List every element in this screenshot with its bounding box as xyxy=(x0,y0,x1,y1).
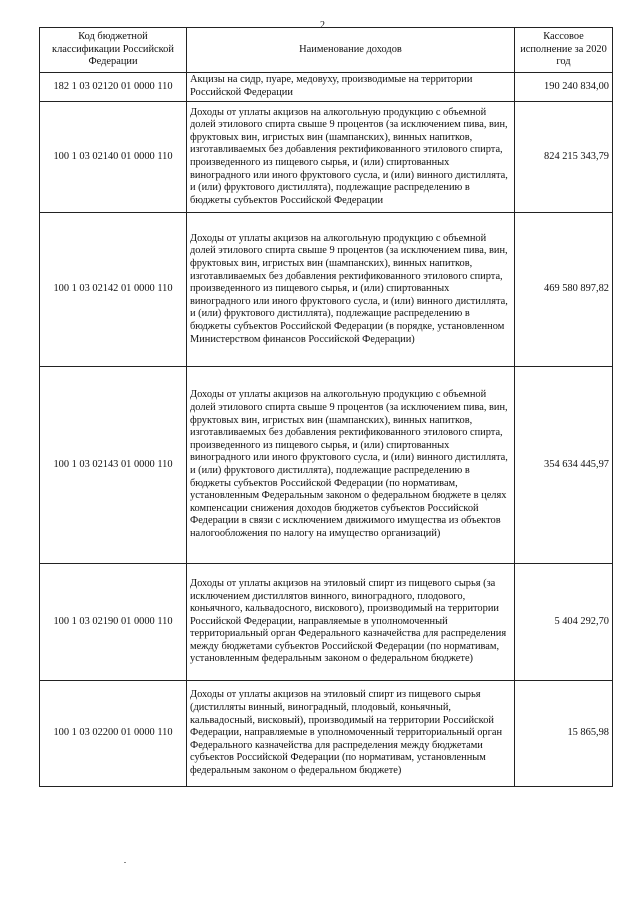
row-code: 100 1 03 02142 01 0000 110 xyxy=(40,213,187,367)
table-row xyxy=(40,367,613,564)
page-number: 2 xyxy=(320,20,325,31)
row-name: Доходы от уплаты акцизов на алкогольную продукцию с объемной долей этилового спирта свыше 9 процентов (за исключением пива, вин, фруктовых вин, игристых вин (шампанских), винных напитков, изготавливаемых без добавления ректификованного этилового спирта, произведенного из пищевого сырья, и (или) спиртованных виноградного или иного фруктового сусла, и (или) винного дистиллята, и (или) фруктового дистиллята), подлежащие распределению в бюджеты субъектов Российской Федерации (в порядке, установленном Министерством финансов Российской Федерации) xyxy=(187,213,515,367)
table-row xyxy=(40,213,613,367)
header-name: Наименование доходов xyxy=(187,28,515,73)
header-code: Код бюджетной классификации Российской Федерации xyxy=(40,28,187,73)
table-header-row xyxy=(40,28,613,73)
row-amount: 5 404 292,70 xyxy=(515,564,613,681)
row-name: Акцизы на сидр, пуаре, медовуху, производимые на территории Российской Федерации xyxy=(187,73,515,102)
row-code: 100 1 03 02200 01 0000 110 xyxy=(40,681,187,787)
row-code: 182 1 03 02120 01 0000 110 xyxy=(40,73,187,102)
table-row xyxy=(40,564,613,681)
scan-speck xyxy=(124,862,126,863)
header-amount: Кассовое исполнение за 2020 год xyxy=(515,28,613,73)
row-code: 100 1 03 02190 01 0000 110 xyxy=(40,564,187,681)
row-name: Доходы от уплаты акцизов на алкогольную продукцию с объемной долей этилового спирта свыше 9 процентов (за исключением пива, вин, фруктовых вин, игристых вин (шампанских), винных напитков, изготавливаемых без добавления ректификованного этилового спирта, произведенного из пищевого сырья, и (или) спиртованных виноградного или иного фруктового сусла, и (или) винного дистиллята, и (или) фруктового дистиллята), подлежащие распределению в бюджеты субъектов Российской Федерации (по нормативам, установленным Федеральным законом о федеральном бюджете в целях компенсации снижения доходов бюджетов субъектов Российской Федерации в связи с исключением движимого имущества из объектов налогообложения по налогу на имущество организаций) xyxy=(187,367,515,564)
row-amount: 469 580 897,82 xyxy=(515,213,613,367)
row-amount: 824 215 343,79 xyxy=(515,102,613,213)
row-amount: 190 240 834,00 xyxy=(515,73,613,102)
row-name: Доходы от уплаты акцизов на этиловый спирт из пищевого сырья (дистилляты винный, виноградный, плодовый, коньячный, кальвадосный, висковый), производимый на территории Российской Федерации, направляемые в уполномоченный территориальный орган Федерального казначейства для распределения между бюджетами субъектов Российской Федерации (по нормативам, установленным федеральным законом о федеральном бюджете) xyxy=(187,681,515,787)
table-row xyxy=(40,73,613,102)
row-code: 100 1 03 02143 01 0000 110 xyxy=(40,367,187,564)
row-amount: 15 865,98 xyxy=(515,681,613,787)
row-name: Доходы от уплаты акцизов на этиловый спирт из пищевого сырья (за исключением дистиллятов винного, виноградного, плодового, коньячного, кальвадосного, вискового), производимый на территории Российской Федерации, направляемые в уполномоченный территориальный орган Федерального казначейства для распределения между бюджетами субъектов Российской Федерации (по нормативам, установленным федеральным законом о федеральном бюджете) xyxy=(187,564,515,681)
table-row xyxy=(40,681,613,787)
row-code: 100 1 03 02140 01 0000 110 xyxy=(40,102,187,213)
row-amount: 354 634 445,97 xyxy=(515,367,613,564)
table-row xyxy=(40,102,613,213)
row-name: Доходы от уплаты акцизов на алкогольную продукцию с объемной долей этилового спирта свыше 9 процентов (за исключением пива, вин, фруктовых вин, игристых вин (шампанских), винных напитков, изготавливаемых без добавления ректификованного этилового спирта, произведенного из пищевого сырья, и (или) спиртованных виноградного или иного фруктового сусла, и (или) винного дистиллята, и (или) фруктового дистиллята), подлежащие распределению в бюджеты субъектов Российской Федерации xyxy=(187,102,515,213)
revenue-table xyxy=(39,27,613,787)
